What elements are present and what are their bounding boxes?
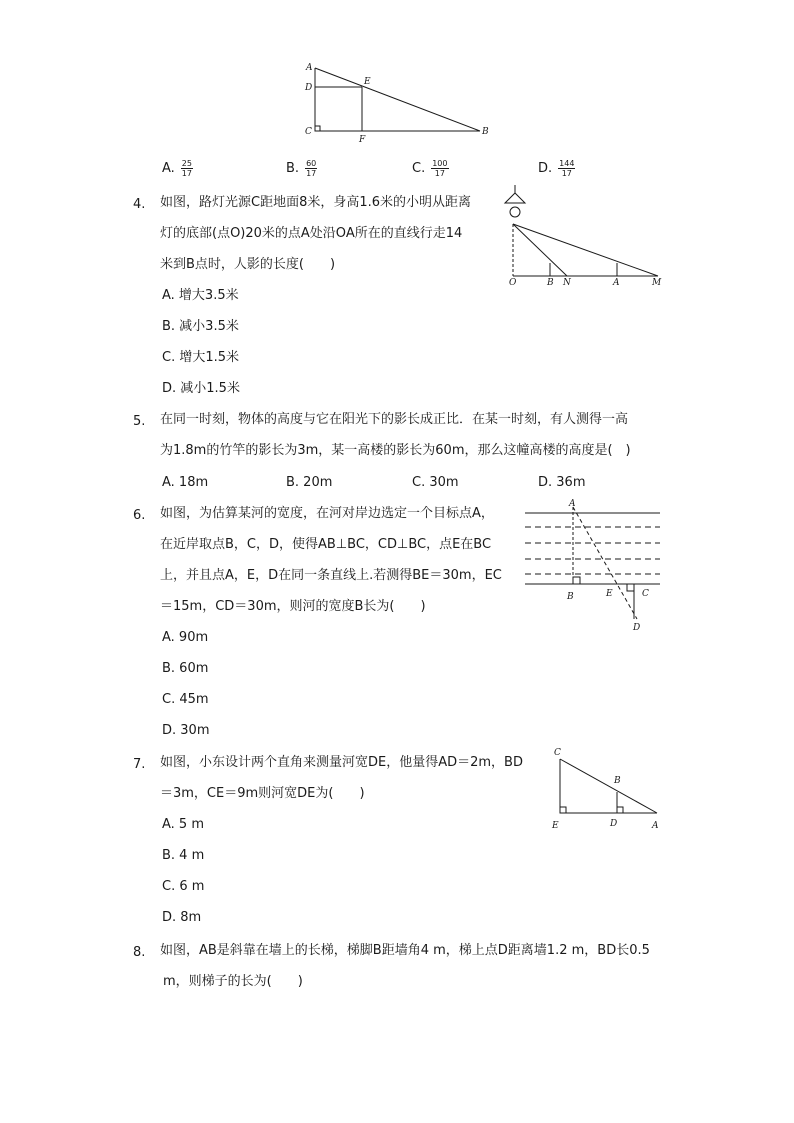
label-B: B [567,592,574,602]
q6-option-a[interactable]: A. 90m [162,630,209,645]
label-A: A [613,278,620,288]
q4-line-3: 米到B点时，人影的长度( ) [160,257,336,272]
q5-number: 5. [133,414,146,429]
label-A: A [306,63,313,73]
q5-line-1: 在同一时刻，物体的高度与它在阳光下的影长成正比．在某一时刻，有人测得一高 [160,412,629,427]
q6-option-d[interactable]: D. 30m [162,723,210,738]
label-A: A [569,499,576,509]
q6-line-4: ＝15m，CD＝30m，则河的宽度B长为( ) [160,599,426,614]
q7-option-b[interactable]: B. 4 m [162,848,205,863]
label-A: A [652,821,659,831]
label-N: N [563,278,571,288]
option-letter: A. [162,161,175,176]
q8-line-2: m，则梯子的长为( ) [163,974,303,989]
option-letter: B. [286,161,300,176]
q7-option-d[interactable]: D. 8m [162,910,202,925]
q8-line-1: 如图，AB是斜靠在墙上的长梯，梯脚B距墙角4 m，梯上点D距离墙1.2 m，BD长0.5 [160,943,650,958]
figure-streetlamp-q4 [500,183,670,293]
q4-option-d[interactable]: D. 减小1.5米 [162,381,240,396]
q8-number: 8. [133,945,146,960]
q4-line-1: 如图，路灯光源C距地面8米，身高1.6米的小明从距离 [160,195,472,210]
q6-option-b[interactable]: B. 60m [162,661,209,676]
fraction: $\frac{25}{17}$ [181,159,192,178]
label-C: C [305,127,312,137]
q7-line-1: 如图，小东设计两个直角来测量河宽DE，他量得AD＝2m，BD [160,755,523,770]
label-O: O [509,278,517,288]
q3-option-d[interactable] [538,159,575,178]
q5-option-a[interactable]: A. 18m [162,475,209,490]
q4-option-b[interactable]: B. 减小3.5米 [162,319,239,334]
q5-option-b[interactable]: B. 20m [286,475,333,490]
q4-line-2: 灯的底部(点O)20米的点A处沿OA所在的直线行走14 [160,226,463,241]
label-C: C [642,589,649,599]
q7-number: 7. [133,757,146,772]
q3-option-b[interactable] [286,159,317,178]
label-C: C [554,748,561,758]
q7-option-c[interactable]: C. 6 m [162,879,205,894]
q4-number: 4. [133,197,146,212]
label-B: B [547,278,554,288]
q5-option-c[interactable]: C. 30m [412,475,459,490]
label-D: D [633,623,641,633]
q6-line-1: 如图，为估算某河的宽度，在河对岸边选定一个目标点A， [160,506,494,521]
fraction: $\frac{60}{17}$ [306,159,317,178]
q4-option-a[interactable]: A. 增大3.5米 [162,288,239,303]
q3-option-a[interactable] [162,159,193,178]
q5-option-d[interactable]: D. 36m [538,475,586,490]
option-letter: C. [412,161,426,176]
label-F: F [359,135,366,145]
q7-option-a[interactable]: A. 5 m [162,817,204,832]
q7-line-2: ＝3m，CE＝9m则河宽DE为( ) [160,786,365,801]
label-E: E [364,77,371,87]
q3-option-c[interactable] [412,159,449,178]
label-B: B [482,127,489,137]
figure-similar-triangles-q3 [300,60,500,145]
q4-option-c[interactable]: C. 增大1.5米 [162,350,240,365]
label-E: E [606,589,613,599]
q6-option-c[interactable]: C. 45m [162,692,209,707]
fraction: $\frac{100}{17}$ [432,159,448,178]
option-letter: D. [538,161,553,176]
label-E: E [552,821,559,831]
label-D: D [305,83,313,93]
q6-number: 6. [133,508,146,523]
q6-line-3: 上，并且点A，E，D在同一条直线上.若测得BE＝30m，EC [160,568,502,583]
figure-river-q6 [520,495,665,635]
label-M: M [652,278,662,288]
q5-line-2: 为1.8m的竹竿的影长为3m，某一高楼的影长为60m，那么这幢高楼的高度是( ) [160,443,631,458]
fraction: $\frac{144}{17}$ [559,159,575,178]
q6-line-2: 在近岸取点B，C，D，使得AB⊥BC，CD⊥BC，点E在BC [160,537,492,552]
figure-right-triangles-q7 [545,743,670,833]
label-B: B [614,776,621,786]
label-D: D [610,819,618,829]
